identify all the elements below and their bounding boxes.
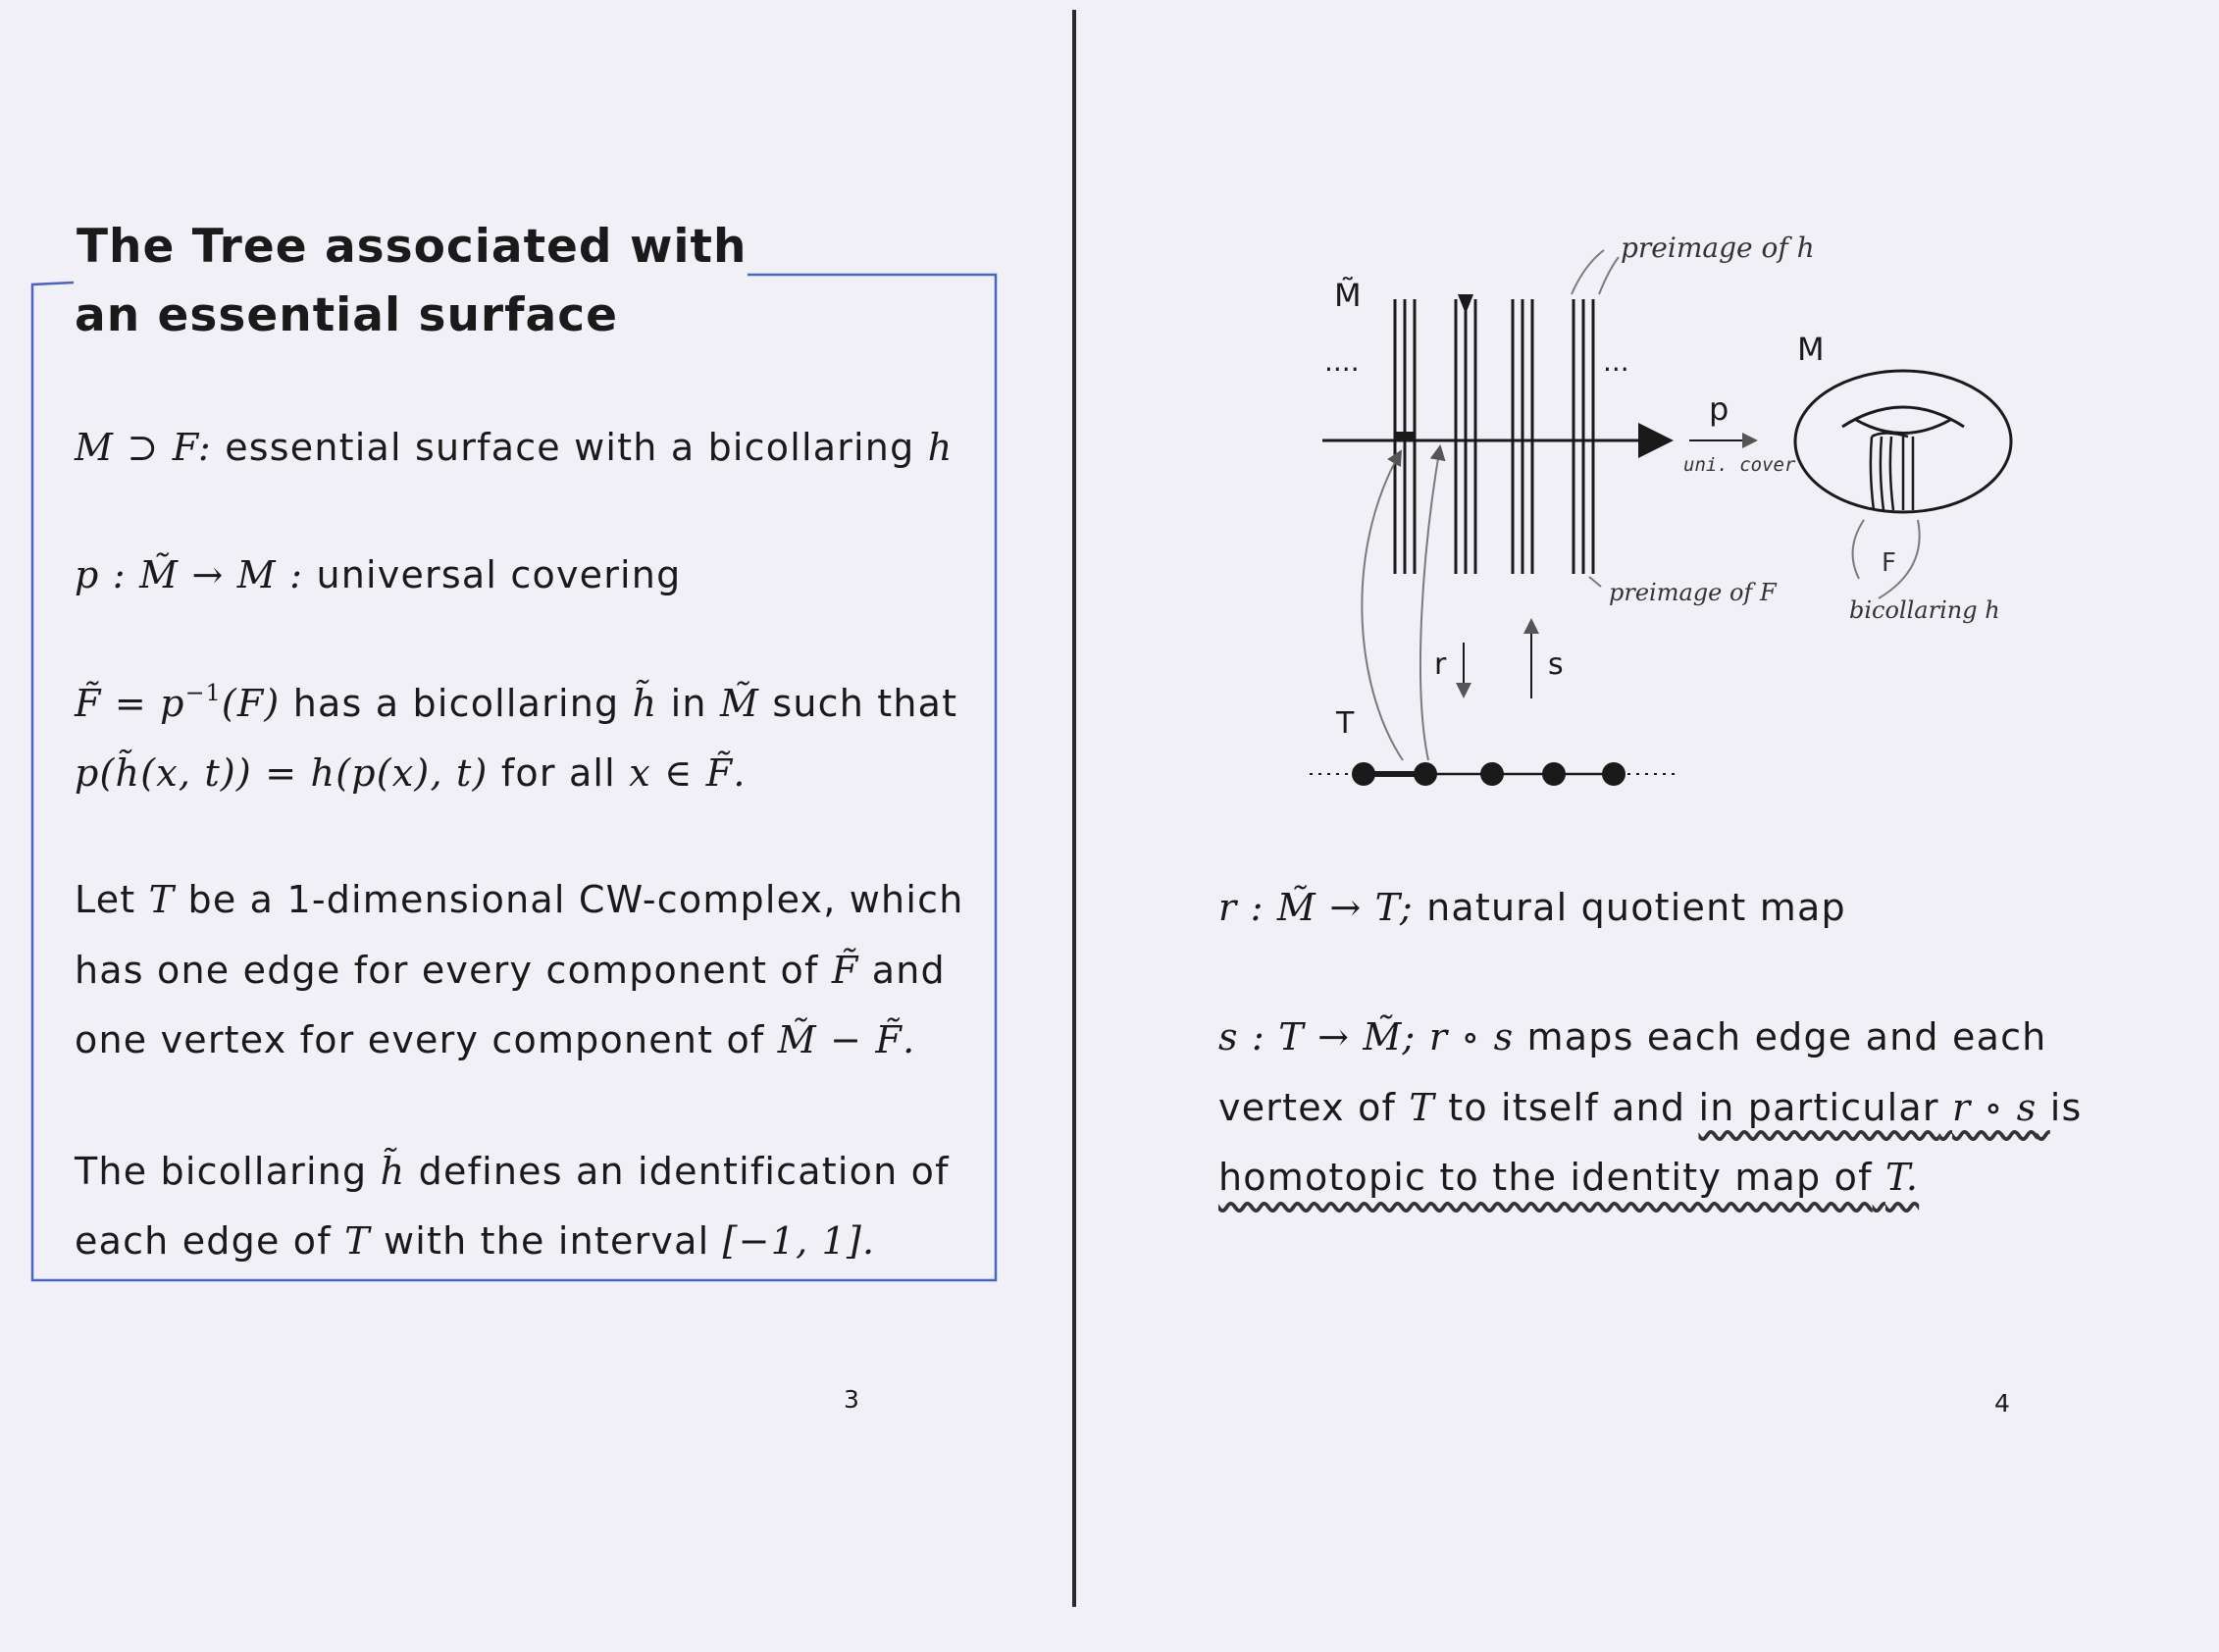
- text-such-that: such that: [772, 682, 958, 725]
- universal-covering-text: universal covering: [316, 553, 682, 596]
- paragraph-tree-line-1: [75, 878, 964, 921]
- tree-vertex: [1542, 762, 1566, 786]
- text-in-particular: in particular: [1698, 1086, 1939, 1129]
- label-p: p: [1709, 390, 1729, 428]
- math-h: h: [927, 426, 954, 469]
- text-maps-each-edge: maps each edge and each: [1526, 1015, 2047, 1058]
- math-r-o-s-2: r ∘ s: [1952, 1086, 2038, 1129]
- underlined-in-particular: [1698, 1086, 2049, 1129]
- text-and: and: [871, 949, 946, 992]
- paragraph-quotient-map: [1218, 886, 1846, 929]
- natural-quotient-text: natural quotient map: [1426, 886, 1846, 929]
- math-T-2: T: [344, 1219, 371, 1263]
- math-superscript: −1: [184, 678, 222, 706]
- text-edge-per-component: has one edge for every component of: [75, 949, 819, 992]
- label-dots-right: ...: [1603, 345, 1629, 378]
- page-number-left: 3: [844, 1385, 859, 1414]
- paragraph-lift-line-2: [75, 751, 747, 795]
- math-Mtilde-minus-Ftilde: M̃ − F̃.: [777, 1018, 916, 1061]
- paragraph-section-line-2: [1218, 1086, 2083, 1129]
- text-each-edge-of: each edge of: [75, 1219, 332, 1263]
- math-F-arg: (F): [221, 682, 281, 725]
- note-preimage-h: preimage of h: [1621, 232, 1815, 264]
- math-htilde-2: h̃: [380, 1150, 406, 1193]
- paragraph-lift-line-1: [75, 678, 958, 725]
- page-divider: [1072, 10, 1076, 1607]
- paragraph-essential-surface: [75, 426, 954, 469]
- text-defines-identification: defines an identification of: [418, 1150, 950, 1193]
- math-T: T: [148, 878, 176, 921]
- label-Mtilde: M̃: [1334, 277, 1362, 314]
- text-has-bicollaring: has a bicollaring: [292, 682, 620, 725]
- math-s-map: s : T → M̃;: [1218, 1015, 1417, 1058]
- text-let: Let: [75, 878, 136, 921]
- text-cw-complex: be a 1-dimensional CW-complex, which: [187, 878, 964, 921]
- math-Ftilde: F̃: [831, 949, 859, 992]
- text-vertex-per-component: one vertex for every component of: [75, 1018, 765, 1061]
- paragraph-tree-line-2: [75, 949, 946, 992]
- math-M-contains-F: M ⊃ F:: [75, 426, 212, 469]
- paragraph-identification-line-1: [75, 1150, 950, 1193]
- page-number-right: 4: [1994, 1389, 2010, 1418]
- text-homotopic: homotopic to the identity map of: [1218, 1156, 1873, 1199]
- math-covering-map: p : M̃ → M :: [75, 553, 304, 596]
- label-T: T: [1336, 706, 1355, 741]
- label-F: F: [1882, 548, 1896, 578]
- page-title-line-2: an essential surface: [75, 288, 618, 342]
- math-x-in-Ftilde: x ∈ F̃.: [629, 751, 747, 795]
- label-s: s: [1548, 647, 1564, 682]
- math-T-4: T.: [1884, 1156, 1920, 1199]
- tree-vertex: [1480, 762, 1504, 786]
- essential-surface-text: essential surface with a bicollaring: [225, 426, 915, 469]
- paragraph-universal-covering: [75, 553, 682, 596]
- paragraph-section-line-1: [1218, 1015, 2047, 1058]
- math-T-3: T: [1409, 1086, 1435, 1129]
- paragraph-identification-line-2: [75, 1219, 876, 1263]
- text-is: is: [2049, 1086, 2083, 1129]
- math-equivariance: p(h̃(x, t)) = h(p(x), t): [75, 751, 489, 795]
- pencil-curves: [1362, 250, 1919, 760]
- surface-F-in-torus: [1871, 434, 1913, 511]
- math-Mtilde: M̃: [719, 682, 760, 725]
- tree-vertex: [1352, 762, 1375, 786]
- text-to-itself: to itself and: [1448, 1086, 1686, 1129]
- note-preimage-F: preimage of F: [1609, 579, 1777, 606]
- preimage-lines: [1395, 294, 1593, 574]
- text-the-bicollaring: The bicollaring: [75, 1150, 368, 1193]
- math-r-o-s: r ∘ s: [1428, 1015, 1515, 1058]
- covering-diagram: [1295, 206, 2040, 834]
- up-arrow-icon: [1458, 294, 1473, 314]
- note-bicollaring-h: bicollaring h: [1849, 596, 2000, 624]
- label-dots-left: ....: [1324, 345, 1360, 378]
- paragraph-tree-line-3: [75, 1018, 916, 1061]
- theorem-frame: [0, 0, 1069, 1295]
- text-for-all: for all: [500, 751, 616, 795]
- text-vertex-of: vertex of: [1218, 1086, 1397, 1129]
- text-with-interval: with the interval: [383, 1219, 710, 1263]
- math-interval: [−1, 1].: [722, 1219, 876, 1263]
- paragraph-section-line-3: [1218, 1156, 1920, 1199]
- lifted-region-block: [1395, 432, 1415, 440]
- text-in: in: [670, 682, 707, 725]
- label-M: M: [1797, 331, 1825, 368]
- page-title-line-1: The Tree associated with: [77, 220, 748, 274]
- tree-vertex: [1414, 762, 1437, 786]
- math-htilde: h̃: [632, 682, 658, 725]
- math-r-map: r : M̃ → T;: [1218, 886, 1414, 929]
- torus-hole-bottom: [1856, 420, 1950, 434]
- label-uni-cover: uni. cover: [1683, 454, 1796, 476]
- label-r: r: [1434, 647, 1447, 682]
- math-Ftilde-eq: F̃ = p: [75, 682, 185, 725]
- tree-vertex: [1602, 762, 1626, 786]
